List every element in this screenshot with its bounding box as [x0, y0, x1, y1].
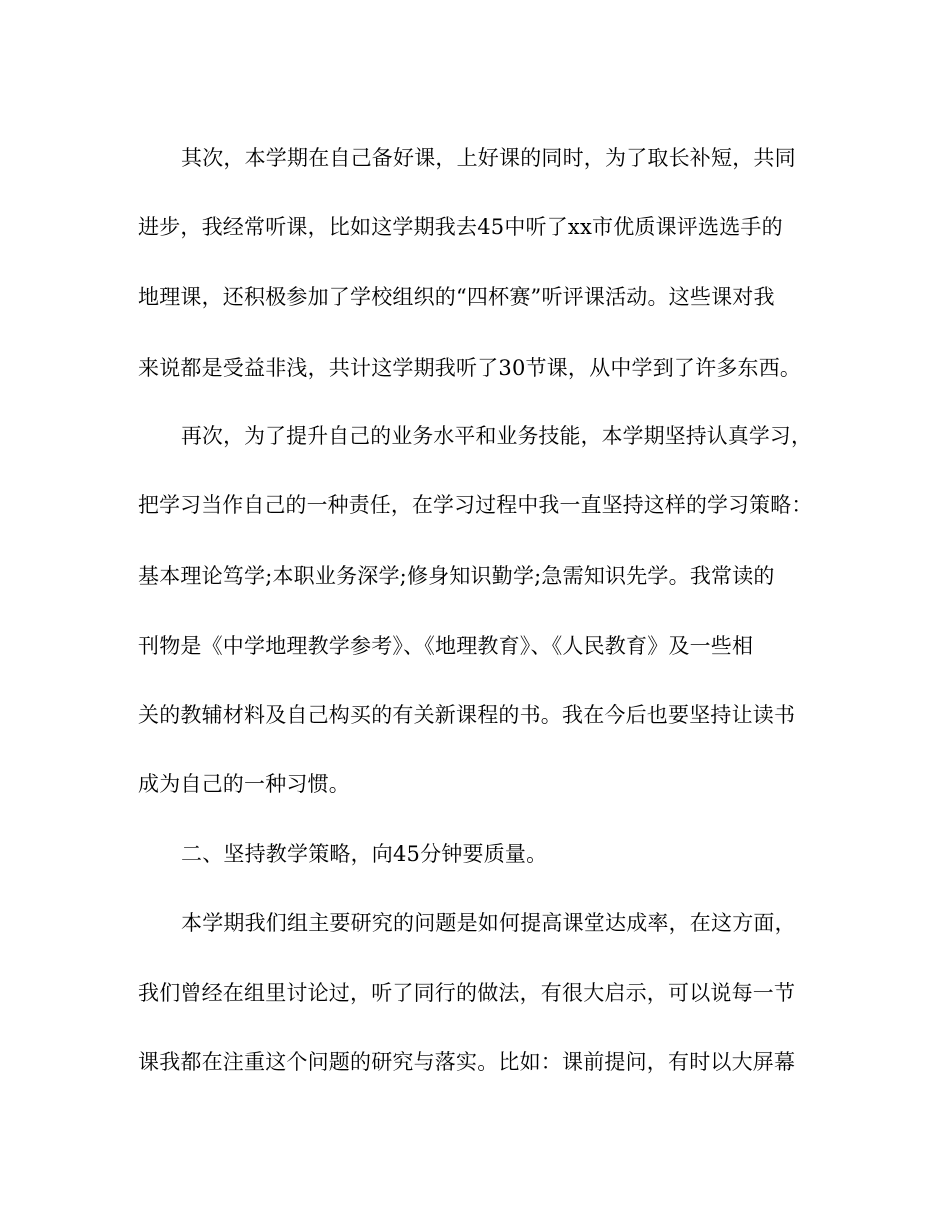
- paragraph-line: 我们曾经在组里讨论过，听了同行的做法，有很大启示，可以说每一节: [138, 981, 796, 1005]
- paragraph-line: 地理课，还积极参加了学校组织的“四杯赛”听评课活动。这些课对我: [138, 285, 775, 309]
- paragraph-line: 进步，我经常听课，比如这学期我去45中听了xx市优质课评选选手的: [138, 215, 783, 239]
- paragraph-line: 其次，本学期在自己备好课，上好课的同时，为了取长补短，共同: [181, 146, 796, 170]
- paragraph-line: 再次，为了提升自己的业务水平和业务技能，本学期坚持认真学习，: [181, 424, 812, 448]
- paragraph-line: 来说都是受益非浅，共计这学期我听了30节课，从中学到了许多东西。: [138, 356, 802, 380]
- paragraph-line: 关的教辅材料及自己构买的有关新课程的书。我在今后也要坚持让读书: [138, 703, 796, 727]
- paragraph-line: 基本理论笃学;本职业务深学;修身知识勤学;急需知识先学。我常读的: [138, 564, 775, 588]
- paragraph-line: 把学习当作自己的一种责任，在学习过程中我一直坚持这样的学习策略：: [138, 493, 813, 517]
- paragraph-line: 课我都在注重这个问题的研究与落实。比如：课前提问，有时以大屏幕: [138, 1050, 796, 1074]
- paragraph-line: 成为自己的一种习惯。: [138, 772, 350, 796]
- section-heading: 二、坚持教学策略，向45分钟要质量。: [181, 842, 548, 866]
- paragraph-line: 本学期我们组主要研究的问题是如何提高课堂达成率，在这方面，: [181, 911, 796, 935]
- paragraph-line: 刊物是《中学地理教学参考》、《地理教育》、《人民教育》及一些相: [138, 634, 754, 658]
